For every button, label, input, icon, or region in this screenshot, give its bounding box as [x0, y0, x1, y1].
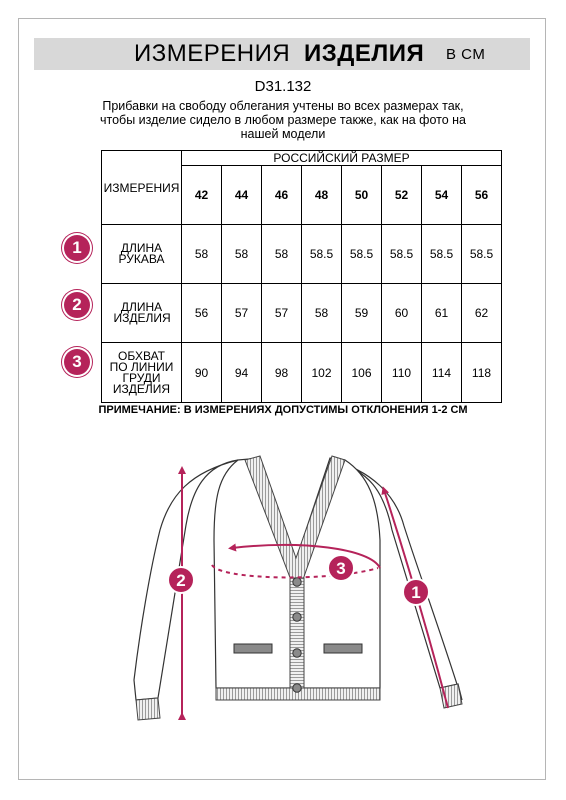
cardigan-sketch — [0, 430, 566, 730]
size-cell: 50 — [342, 166, 382, 225]
value-cell: 106 — [342, 343, 382, 403]
value-cell: 58.5 — [382, 225, 422, 284]
button — [293, 578, 301, 586]
value-cell: 58.5 — [342, 225, 382, 284]
size-cell: 54 — [422, 166, 462, 225]
badge-sleeve: 1 — [64, 235, 90, 261]
row-label-length — [102, 284, 182, 343]
size-cell: 48 — [302, 166, 342, 225]
row-label-sleeve: ДЛИНА РУКАВА — [102, 225, 182, 284]
button — [293, 613, 301, 621]
size-cell: 42 — [182, 166, 222, 225]
value-cell: 94 — [222, 343, 262, 403]
badge-length-text: 2 — [176, 571, 186, 590]
value-cell: 110 — [382, 343, 422, 403]
value-cell: 58 — [182, 225, 222, 284]
value-cell: 57 — [262, 284, 302, 343]
button — [293, 649, 301, 657]
size-table — [101, 150, 502, 403]
badge-chest-text: 3 — [336, 559, 346, 578]
value-cell: 57 — [222, 284, 262, 343]
size-cell: 52 — [382, 166, 422, 225]
value-cell: 114 — [422, 343, 462, 403]
size-cell: 56 — [462, 166, 502, 225]
placket-rib — [290, 578, 304, 688]
row-label-length-text: ДЛИНА ИЗДЕЛИЯ — [113, 300, 171, 325]
value-cell: 60 — [382, 284, 422, 343]
size-header-row — [102, 151, 502, 166]
row-label-chest-text: ОБХВАТ ПО ЛИНИИ ГРУДИ ИЗДЕЛИЯ — [109, 348, 174, 396]
value-cell: 118 — [462, 343, 502, 403]
badge-length: 2 — [64, 292, 90, 318]
value-cell: 59 — [342, 284, 382, 343]
table-row — [102, 343, 502, 403]
value-cell: 62 — [462, 284, 502, 343]
fit-notes: Прибавки на свободу облегания учтены во всех размерах так, чтобы изделие сидело в любом размере также, как на фото на нашей модели — [100, 99, 466, 141]
badge-sleeve-text: 1 — [411, 583, 421, 602]
value-cell: 98 — [262, 343, 302, 403]
product-code: D31.132 — [254, 78, 312, 95]
title-bar — [34, 38, 530, 70]
value-cell: 58 — [222, 225, 262, 284]
title-unit: В СМ — [446, 46, 486, 63]
value-cell: 58.5 — [462, 225, 502, 284]
title-measurements: ИЗМЕРЕНИЯ — [134, 40, 291, 67]
measure-header: ИЗМЕРЕНИЯ — [102, 151, 182, 225]
table-row — [102, 225, 502, 284]
value-cell: 61 — [422, 284, 462, 343]
value-cell: 90 — [182, 343, 222, 403]
value-cell: 58.5 — [302, 225, 342, 284]
size-cell: 46 — [262, 166, 302, 225]
badge-chest: 3 — [64, 349, 90, 375]
row-label-chest — [102, 343, 182, 403]
right-pocket — [324, 644, 362, 653]
value-cell: 58 — [302, 284, 342, 343]
title-product: ИЗДЕЛИЯ — [304, 40, 425, 67]
size-system-header: РОССИЙСКИЙ РАЗМЕР — [182, 151, 502, 166]
value-cell: 102 — [302, 343, 342, 403]
value-cell: 58.5 — [422, 225, 462, 284]
size-cell: 44 — [222, 166, 262, 225]
table-row — [102, 284, 502, 343]
left-cuff-rib — [136, 698, 160, 720]
tolerance-note: ПРИМЕЧАНИЕ: В ИЗМЕРЕНИЯХ ДОПУСТИМЫ ОТКЛОНЕНИЯ 1-2 СМ — [98, 404, 468, 416]
button — [293, 684, 301, 692]
left-pocket — [234, 644, 272, 653]
value-cell: 56 — [182, 284, 222, 343]
value-cell: 58 — [262, 225, 302, 284]
